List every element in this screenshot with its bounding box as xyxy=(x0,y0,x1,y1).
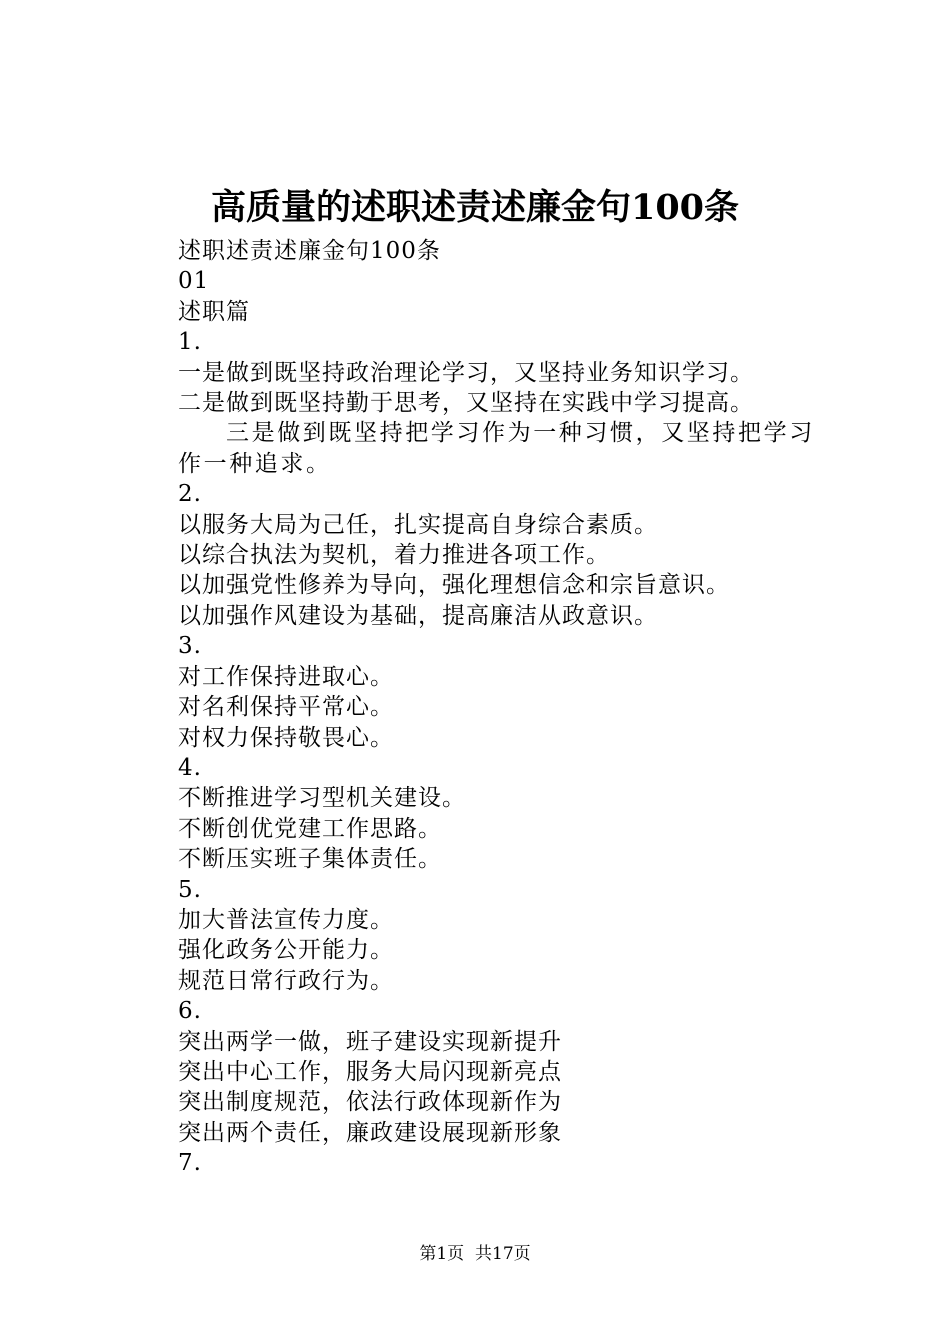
text-line: 二是做到既坚持勤于思考，又坚持在实践中学习提高。 xyxy=(178,390,754,417)
text-line: 以加强作风建设为基础，提高廉洁从政意识。 xyxy=(178,602,658,629)
text-line: 对工作保持进取心。 xyxy=(178,663,394,690)
item-number: 3. xyxy=(178,633,202,660)
text-line: 不断压实班子集体责任。 xyxy=(178,846,442,873)
item-number: 7. xyxy=(178,1150,202,1177)
document-title: 高质量的述职述责述廉金句100条 xyxy=(210,187,740,228)
text-line: 不断创优党建工作思路。 xyxy=(178,815,442,842)
text-line: 01 xyxy=(178,268,210,295)
page-total: 共17页 xyxy=(475,1244,531,1264)
text-line: 对权力保持敬畏心。 xyxy=(178,724,394,751)
text-line xyxy=(130,418,830,479)
text-line: 以加强党性修养为导向，强化理想信念和宗旨意识。 xyxy=(178,572,730,599)
text-line: 对名利保持平常心。 xyxy=(178,694,394,721)
text-line-content: 三是做到既坚持把学习作为一种习惯，又坚持把学习作一种追求。 xyxy=(178,420,815,477)
document-body xyxy=(130,236,830,1179)
item-number: 6. xyxy=(178,998,202,1025)
text-line: 突出制度规范，依法行政体现新作为 xyxy=(178,1089,562,1116)
item-number: 2. xyxy=(178,481,202,508)
text-line: 突出两学一做，班子建设实现新提升 xyxy=(178,1028,562,1055)
item-number: 4. xyxy=(178,754,202,781)
item-number: 1. xyxy=(178,329,202,356)
page-footer xyxy=(0,1242,950,1266)
text-line: 突出中心工作，服务大局闪现新亮点 xyxy=(178,1058,562,1085)
text-line: 以综合执法为契机，着力推进各项工作。 xyxy=(178,542,610,569)
text-line: 强化政务公开能力。 xyxy=(178,937,394,964)
section-heading: 述职篇 xyxy=(178,298,250,325)
text-line: 加大普法宣传力度。 xyxy=(178,906,394,933)
text-line: 不断推进学习型机关建设。 xyxy=(178,785,466,812)
page-number: 第1页 xyxy=(419,1244,465,1264)
text-line: 以服务大局为己任，扎实提高自身综合素质。 xyxy=(178,511,658,538)
item-number: 5. xyxy=(178,876,202,903)
text-line: 一是做到既坚持政治理论学习，又坚持业务知识学习。 xyxy=(178,359,754,386)
text-line: 规范日常行政行为。 xyxy=(178,967,394,994)
text-line: 突出两个责任，廉政建设展现新形象 xyxy=(178,1119,562,1146)
text-line: 述职述责述廉金句100条 xyxy=(178,238,441,264)
